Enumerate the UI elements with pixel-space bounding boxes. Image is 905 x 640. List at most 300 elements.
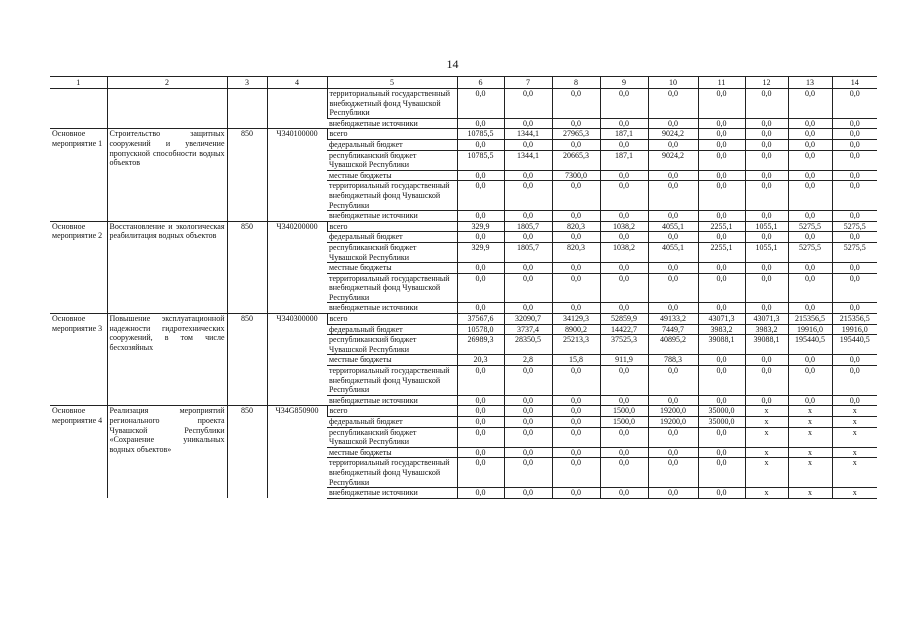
value-cell: 1344,1	[504, 150, 552, 170]
value-cell: x	[832, 488, 877, 499]
value-cell: 0,0	[504, 118, 552, 129]
value-cell: 0,0	[698, 181, 745, 211]
value-cell: 0,0	[698, 303, 745, 314]
value-cell: 0,0	[648, 366, 698, 396]
value-cell: 0,0	[788, 150, 832, 170]
value-cell: 7449,7	[648, 324, 698, 335]
value-cell: 27965,3	[552, 129, 600, 140]
value-cell: 0,0	[698, 118, 745, 129]
value-cell: 3983,2	[745, 324, 788, 335]
value-cell: 19200,0	[648, 406, 698, 417]
value-cell: x	[745, 427, 788, 447]
value-cell: 0,0	[600, 366, 648, 396]
funding-source: внебюджетные источники	[327, 488, 457, 499]
value-cell: 8900,2	[552, 324, 600, 335]
value-cell: 0,0	[504, 458, 552, 488]
value-cell: x	[832, 427, 877, 447]
value-cell: 19200,0	[648, 417, 698, 428]
funding-source: республиканский бюджет Чувашской Республики	[327, 150, 457, 170]
value-cell: 0,0	[552, 303, 600, 314]
value-cell: 0,0	[648, 447, 698, 458]
value-cell: 0,0	[832, 303, 877, 314]
value-cell: 10785,5	[457, 150, 504, 170]
value-cell: 0,0	[600, 427, 648, 447]
budget-code	[267, 89, 327, 129]
funding-source: всего	[327, 221, 457, 232]
value-cell: 329,9	[457, 242, 504, 262]
value-cell: 911,9	[600, 355, 648, 366]
funding-source: местные бюджеты	[327, 447, 457, 458]
value-cell: x	[832, 417, 877, 428]
value-cell: 0,0	[648, 139, 698, 150]
value-cell: 1055,1	[745, 221, 788, 232]
page-number: 14	[446, 57, 459, 71]
value-cell: 195440,5	[788, 335, 832, 355]
value-cell: 0,0	[698, 89, 745, 119]
funding-source: территориальный государственный внебюджетный фонд Чувашской Республики	[327, 458, 457, 488]
value-cell: 0,0	[600, 458, 648, 488]
value-cell: 0,0	[552, 366, 600, 396]
table-row	[50, 89, 877, 119]
value-cell: 0,0	[788, 273, 832, 303]
value-cell: x	[832, 447, 877, 458]
event-description: Реализация мероприятий регионального проекта Чувашской Республики «Сохранение уникальных водных объектов»	[107, 406, 227, 498]
value-cell: 0,0	[745, 273, 788, 303]
event-description	[107, 89, 227, 129]
value-cell: 0,0	[832, 170, 877, 181]
value-cell: 0,0	[457, 89, 504, 119]
table-row	[50, 314, 877, 325]
value-cell: 0,0	[600, 118, 648, 129]
value-cell: 0,0	[788, 232, 832, 243]
value-cell: 0,0	[745, 150, 788, 170]
value-cell: 0,0	[745, 170, 788, 181]
value-cell: 0,0	[504, 181, 552, 211]
ministry-code: 850	[227, 406, 267, 498]
value-cell: 2255,1	[698, 221, 745, 232]
value-cell: 0,0	[504, 89, 552, 119]
value-cell: 0,0	[600, 447, 648, 458]
value-cell: 0,0	[600, 181, 648, 211]
funding-source: территориальный государственный внебюджетный фонд Чувашской Республики	[327, 89, 457, 119]
value-cell: 0,0	[552, 488, 600, 499]
value-cell: 0,0	[788, 139, 832, 150]
value-cell: 37567,6	[457, 314, 504, 325]
column-header-10: 10	[648, 77, 698, 89]
funding-source: местные бюджеты	[327, 170, 457, 181]
value-cell: 0,0	[504, 263, 552, 274]
value-cell: 0,0	[745, 129, 788, 140]
column-header-3: 3	[227, 77, 267, 89]
value-cell: 0,0	[788, 170, 832, 181]
event-name: Основное мероприятие 2	[50, 221, 107, 313]
value-cell: 5275,5	[788, 242, 832, 262]
value-cell: 3737,4	[504, 324, 552, 335]
funding-source: территориальный государственный внебюджетный фонд Чувашской Республики	[327, 273, 457, 303]
column-header-1: 1	[50, 77, 107, 89]
value-cell: x	[788, 406, 832, 417]
value-cell: 5275,5	[832, 221, 877, 232]
value-cell: 0,0	[832, 139, 877, 150]
value-cell: 0,0	[648, 427, 698, 447]
value-cell: 1055,1	[745, 242, 788, 262]
funding-table	[50, 76, 877, 499]
funding-source: территориальный государственный внебюджетный фонд Чувашской Республики	[327, 181, 457, 211]
value-cell: 0,0	[600, 488, 648, 499]
value-cell: 0,0	[832, 263, 877, 274]
value-cell: 215356,5	[788, 314, 832, 325]
value-cell: 0,0	[504, 303, 552, 314]
value-cell: 0,0	[745, 181, 788, 211]
funding-source: всего	[327, 406, 457, 417]
funding-source: местные бюджеты	[327, 355, 457, 366]
column-header-2: 2	[107, 77, 227, 89]
value-cell: 329,9	[457, 221, 504, 232]
value-cell: 1805,7	[504, 221, 552, 232]
table-row	[50, 406, 877, 417]
value-cell: 0,0	[745, 232, 788, 243]
value-cell: 0,0	[698, 263, 745, 274]
value-cell: 0,0	[457, 427, 504, 447]
value-cell: 5275,5	[832, 242, 877, 262]
value-cell: 0,0	[745, 139, 788, 150]
value-cell: 0,0	[504, 406, 552, 417]
value-cell: 0,0	[552, 273, 600, 303]
value-cell: 0,0	[648, 211, 698, 222]
value-cell: 49133,2	[648, 314, 698, 325]
value-cell: 25213,3	[552, 335, 600, 355]
value-cell: 19916,0	[832, 324, 877, 335]
value-cell: 0,0	[648, 488, 698, 499]
value-cell: x	[788, 417, 832, 428]
value-cell: x	[745, 458, 788, 488]
event-description: Восстановление и экологическая реабилитация водных объектов	[107, 221, 227, 313]
value-cell: x	[832, 458, 877, 488]
value-cell: 0,0	[600, 89, 648, 119]
value-cell: 0,0	[745, 89, 788, 119]
value-cell: 0,0	[648, 458, 698, 488]
value-cell: 195440,5	[832, 335, 877, 355]
value-cell: 10785,5	[457, 129, 504, 140]
value-cell: 0,0	[745, 395, 788, 406]
value-cell: 0,0	[788, 303, 832, 314]
header-row	[50, 77, 877, 89]
value-cell: 0,0	[698, 232, 745, 243]
value-cell: 0,0	[832, 129, 877, 140]
value-cell: 820,3	[552, 242, 600, 262]
ministry-code	[227, 89, 267, 129]
value-cell: 0,0	[745, 355, 788, 366]
value-cell: x	[745, 488, 788, 499]
value-cell: 39088,1	[745, 335, 788, 355]
value-cell: 0,0	[457, 181, 504, 211]
budget-code: Ч340100000	[267, 129, 327, 221]
value-cell: 0,0	[600, 303, 648, 314]
value-cell: 0,0	[552, 406, 600, 417]
column-header-12: 12	[745, 77, 788, 89]
value-cell: 0,0	[457, 458, 504, 488]
column-header-11: 11	[698, 77, 745, 89]
value-cell: 37525,3	[600, 335, 648, 355]
value-cell: 7300,0	[552, 170, 600, 181]
value-cell: 0,0	[832, 211, 877, 222]
funding-source: внебюджетные источники	[327, 303, 457, 314]
value-cell: 0,0	[552, 263, 600, 274]
value-cell: 0,0	[648, 89, 698, 119]
budget-code: Ч34G850900	[267, 406, 327, 498]
value-cell: 0,0	[504, 447, 552, 458]
value-cell: 0,0	[648, 170, 698, 181]
value-cell: 0,0	[504, 232, 552, 243]
event-name	[50, 89, 107, 129]
value-cell: 1500,0	[600, 417, 648, 428]
value-cell: 0,0	[600, 273, 648, 303]
value-cell: 0,0	[457, 366, 504, 396]
value-cell: 0,0	[698, 211, 745, 222]
value-cell: 0,0	[698, 129, 745, 140]
value-cell: 0,0	[457, 488, 504, 499]
value-cell: 0,0	[600, 139, 648, 150]
value-cell: x	[745, 417, 788, 428]
value-cell: 0,0	[457, 232, 504, 243]
value-cell: 820,3	[552, 221, 600, 232]
value-cell: 0,0	[698, 355, 745, 366]
value-cell: 0,0	[552, 232, 600, 243]
value-cell: 0,0	[698, 139, 745, 150]
value-cell: 0,0	[457, 417, 504, 428]
funding-source: внебюджетные источники	[327, 395, 457, 406]
ministry-code: 850	[227, 129, 267, 221]
value-cell: 0,0	[648, 263, 698, 274]
value-cell: x	[745, 406, 788, 417]
value-cell: 0,0	[552, 139, 600, 150]
funding-source: федеральный бюджет	[327, 139, 457, 150]
value-cell: 0,0	[457, 170, 504, 181]
column-header-9: 9	[600, 77, 648, 89]
value-cell: 9024,2	[648, 129, 698, 140]
value-cell: 1805,7	[504, 242, 552, 262]
value-cell: 26989,3	[457, 335, 504, 355]
value-cell: 1500,0	[600, 406, 648, 417]
value-cell: 28350,5	[504, 335, 552, 355]
funding-source: местные бюджеты	[327, 263, 457, 274]
value-cell: 0,0	[600, 232, 648, 243]
funding-source: федеральный бюджет	[327, 324, 457, 335]
value-cell: 0,0	[457, 406, 504, 417]
value-cell: 1038,2	[600, 242, 648, 262]
value-cell: 35000,0	[698, 406, 745, 417]
value-cell: 0,0	[552, 118, 600, 129]
value-cell: 1038,2	[600, 221, 648, 232]
value-cell: 0,0	[457, 395, 504, 406]
value-cell: 19916,0	[788, 324, 832, 335]
value-cell: 0,0	[504, 427, 552, 447]
column-header-4: 4	[267, 77, 327, 89]
value-cell: 0,0	[504, 273, 552, 303]
value-cell: 0,0	[745, 366, 788, 396]
value-cell: 0,0	[745, 263, 788, 274]
value-cell: x	[788, 488, 832, 499]
value-cell: 9024,2	[648, 150, 698, 170]
column-header-6: 6	[457, 77, 504, 89]
value-cell: 0,0	[698, 395, 745, 406]
value-cell: 0,0	[788, 181, 832, 211]
value-cell: 0,0	[788, 395, 832, 406]
value-cell: 0,0	[648, 181, 698, 211]
value-cell: 0,0	[552, 181, 600, 211]
value-cell: 187,1	[600, 150, 648, 170]
column-header-5: 5	[327, 77, 457, 89]
event-name: Основное мероприятие 1	[50, 129, 107, 221]
value-cell: 0,0	[698, 150, 745, 170]
table-row	[50, 221, 877, 232]
value-cell: 0,0	[832, 181, 877, 211]
value-cell: 0,0	[832, 395, 877, 406]
value-cell: 0,0	[832, 150, 877, 170]
value-cell: 39088,1	[698, 335, 745, 355]
value-cell: 0,0	[457, 211, 504, 222]
value-cell: 20,3	[457, 355, 504, 366]
value-cell: 14422,7	[600, 324, 648, 335]
value-cell: 32090,7	[504, 314, 552, 325]
value-cell: 0,0	[832, 232, 877, 243]
value-cell: 0,0	[504, 417, 552, 428]
funding-source: всего	[327, 314, 457, 325]
value-cell: 10578,0	[457, 324, 504, 335]
value-cell: 0,0	[698, 273, 745, 303]
value-cell: 0,0	[457, 263, 504, 274]
value-cell: 0,0	[832, 355, 877, 366]
value-cell: 0,0	[788, 129, 832, 140]
value-cell: 0,0	[648, 118, 698, 129]
value-cell: x	[832, 406, 877, 417]
value-cell: 0,0	[504, 395, 552, 406]
value-cell: 0,0	[788, 118, 832, 129]
value-cell: 2,8	[504, 355, 552, 366]
value-cell: 0,0	[600, 395, 648, 406]
value-cell: 0,0	[698, 366, 745, 396]
funding-source: федеральный бюджет	[327, 417, 457, 428]
value-cell: 0,0	[698, 427, 745, 447]
value-cell: 5275,5	[788, 221, 832, 232]
event-description: Строительство защитных сооружений и увеличение пропускной способности водных объектов	[107, 129, 227, 221]
column-header-13: 13	[788, 77, 832, 89]
value-cell: 0,0	[504, 366, 552, 396]
value-cell: x	[788, 458, 832, 488]
value-cell: 0,0	[788, 263, 832, 274]
value-cell: 2255,1	[698, 242, 745, 262]
funding-source: республиканский бюджет Чувашской Республики	[327, 335, 457, 355]
funding-source: федеральный бюджет	[327, 232, 457, 243]
value-cell: 3983,2	[698, 324, 745, 335]
value-cell: 0,0	[788, 366, 832, 396]
column-header-7: 7	[504, 77, 552, 89]
value-cell: 34129,3	[552, 314, 600, 325]
value-cell: 0,0	[457, 447, 504, 458]
value-cell: 0,0	[600, 170, 648, 181]
value-cell: 0,0	[552, 211, 600, 222]
value-cell: 0,0	[648, 303, 698, 314]
budget-code: Ч340200000	[267, 221, 327, 313]
value-cell: 0,0	[552, 458, 600, 488]
funding-source: всего	[327, 129, 457, 140]
event-description: Повышение эксплуатационной надежности гидротехнических сооружений, в том числе бесхозяйных	[107, 314, 227, 406]
column-header-8: 8	[552, 77, 600, 89]
value-cell: 0,0	[745, 118, 788, 129]
value-cell: 40895,2	[648, 335, 698, 355]
value-cell: 0,0	[504, 139, 552, 150]
ministry-code: 850	[227, 314, 267, 406]
value-cell: x	[745, 447, 788, 458]
value-cell: 215356,5	[832, 314, 877, 325]
value-cell: 0,0	[698, 488, 745, 499]
value-cell: 788,3	[648, 355, 698, 366]
value-cell: 0,0	[698, 170, 745, 181]
value-cell: 52859,9	[600, 314, 648, 325]
column-header-14: 14	[832, 77, 877, 89]
value-cell: 4055,1	[648, 221, 698, 232]
value-cell: x	[788, 447, 832, 458]
value-cell: 0,0	[552, 395, 600, 406]
value-cell: 1344,1	[504, 129, 552, 140]
value-cell: 0,0	[832, 366, 877, 396]
value-cell: 0,0	[788, 89, 832, 119]
event-name: Основное мероприятие 4	[50, 406, 107, 498]
value-cell: 0,0	[788, 355, 832, 366]
value-cell: 35000,0	[698, 417, 745, 428]
funding-source: внебюджетные источники	[327, 118, 457, 129]
value-cell: 0,0	[552, 447, 600, 458]
value-cell: 0,0	[648, 232, 698, 243]
value-cell: 20665,3	[552, 150, 600, 170]
value-cell: 0,0	[832, 273, 877, 303]
table-row	[50, 129, 877, 140]
value-cell: 0,0	[552, 89, 600, 119]
value-cell: 0,0	[745, 303, 788, 314]
value-cell: 0,0	[457, 139, 504, 150]
value-cell: 0,0	[600, 211, 648, 222]
value-cell: 15,8	[552, 355, 600, 366]
event-name: Основное мероприятие 3	[50, 314, 107, 406]
value-cell: 0,0	[648, 273, 698, 303]
value-cell: 0,0	[600, 263, 648, 274]
value-cell: 0,0	[457, 303, 504, 314]
funding-source: внебюджетные источники	[327, 211, 457, 222]
funding-source: республиканский бюджет Чувашской Республики	[327, 427, 457, 447]
value-cell: 0,0	[552, 427, 600, 447]
value-cell: 0,0	[504, 170, 552, 181]
value-cell: 0,0	[745, 211, 788, 222]
value-cell: 0,0	[832, 118, 877, 129]
value-cell: 187,1	[600, 129, 648, 140]
value-cell: 0,0	[832, 89, 877, 119]
value-cell: 43071,3	[745, 314, 788, 325]
value-cell: 0,0	[504, 211, 552, 222]
value-cell: 0,0	[648, 395, 698, 406]
budget-code: Ч340300000	[267, 314, 327, 406]
value-cell: 0,0	[698, 447, 745, 458]
funding-source: территориальный государственный внебюджетный фонд Чувашской Республики	[327, 366, 457, 396]
value-cell: 4055,1	[648, 242, 698, 262]
value-cell: 0,0	[457, 118, 504, 129]
value-cell: x	[788, 427, 832, 447]
value-cell: 0,0	[788, 211, 832, 222]
value-cell: 0,0	[457, 273, 504, 303]
value-cell: 0,0	[552, 417, 600, 428]
ministry-code: 850	[227, 221, 267, 313]
value-cell: 43071,3	[698, 314, 745, 325]
value-cell: 0,0	[504, 488, 552, 499]
